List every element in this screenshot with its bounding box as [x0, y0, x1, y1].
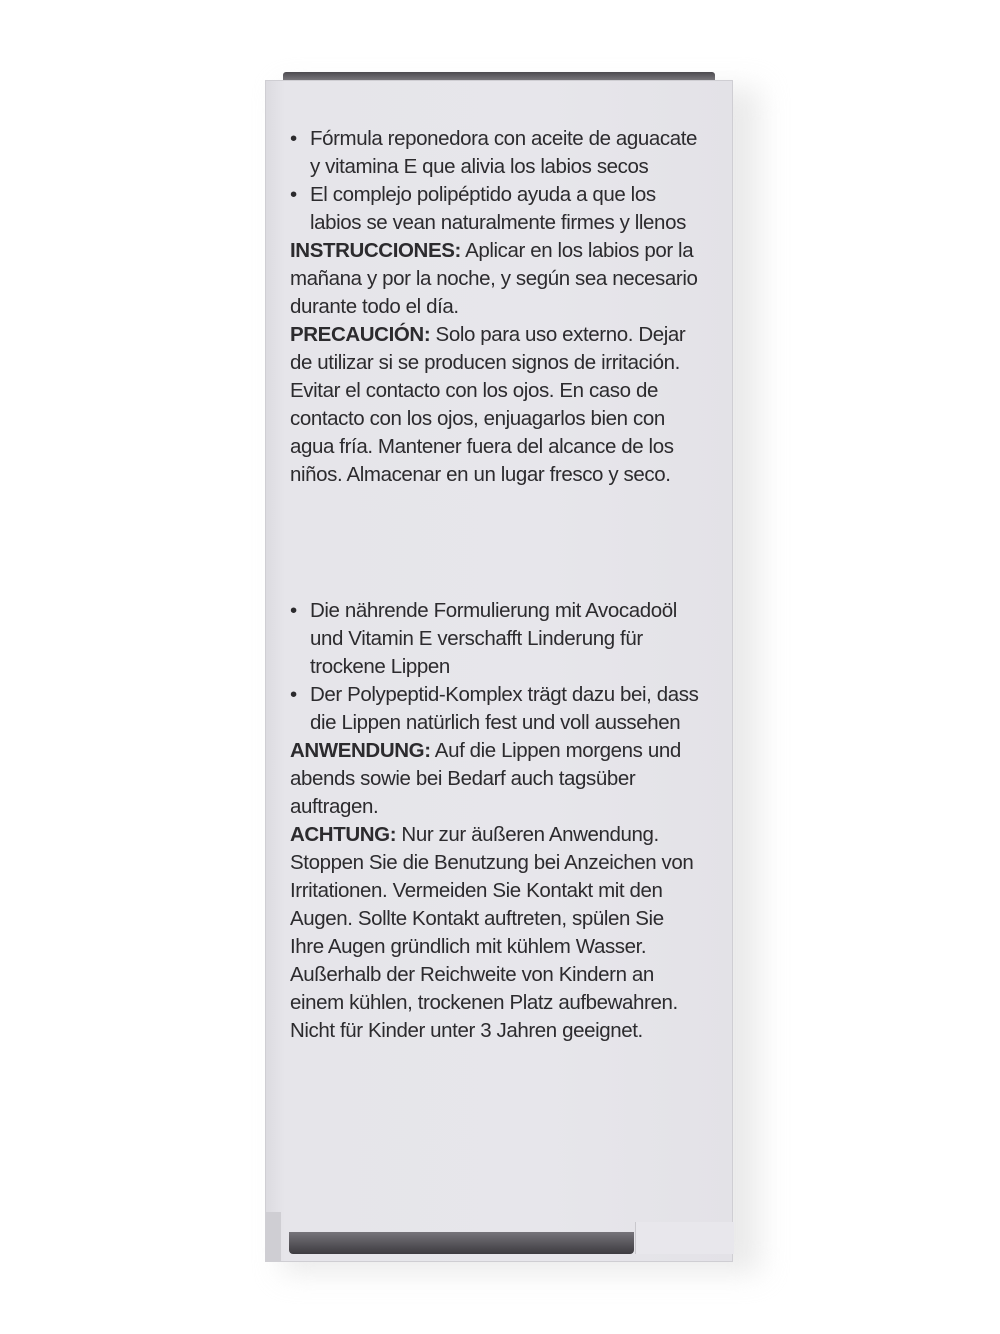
- german-bullet-1-text: Die nährende Formulierung mit Avocadoöl und Vitamin E verschafft Linderung für trockene Lippen: [310, 599, 677, 678]
- spanish-instructions: [290, 237, 700, 321]
- spanish-instructions-text: Aplicar en los labios por la mañana y por la noche, y según sea necesario durante todo el día.: [290, 239, 698, 318]
- bullet-icon: •: [290, 183, 297, 206]
- german-application-text: Auf die Lippen morgens und abends sowie bei Bedarf auch tagsüber auftragen.: [290, 739, 681, 818]
- spanish-label-text: [290, 125, 700, 489]
- spanish-caution-heading: PRECAUCIÓN:: [290, 323, 431, 346]
- spanish-instructions-heading: INSTRUCCIONES:: [290, 239, 461, 262]
- spanish-bullet-2-text: El complejo polipéptido ayuda a que los labios se vean naturalmente firmes y llenos: [310, 183, 686, 234]
- spanish-bullet-2: [290, 181, 700, 237]
- german-bullet-2: [290, 681, 700, 737]
- spanish-caution-text: Solo para uso externo. Dejar de utilizar si se producen signos de irritación. Evitar el contacto con los ojos. En caso de contacto con los ojos, enjuagarlos bien con agua fría. Mantener fuera del alcance de los niños. Almacenar en un lugar fresco y seco.: [290, 323, 686, 486]
- german-warning: [290, 821, 700, 1045]
- box-bottom-flap: [289, 1232, 634, 1254]
- bullet-icon: •: [290, 683, 297, 706]
- spanish-caution: [290, 321, 700, 489]
- german-application: [290, 737, 700, 821]
- bullet-icon: •: [290, 127, 297, 150]
- spanish-bullet-1: [290, 125, 700, 181]
- german-application-heading: ANWENDUNG:: [290, 739, 431, 762]
- bullet-icon: •: [290, 599, 297, 622]
- german-warning-text: Nur zur äußeren Anwendung. Stoppen Sie die Benutzung bei Anzeichen von Irritationen. Vermeiden Sie Kontakt mit den Augen. Sollte Kontakt auftreten, spülen Sie Ihre Augen gründlich mit kühlem Wasser. Außerhalb der Reichweite von Kindern an einem kühlen, trockenen Platz aufbewahren. Nicht für Kinder unter 3 Jahren geeignet.: [290, 823, 694, 1042]
- german-warning-heading: ACHTUNG:: [290, 823, 397, 846]
- box-bottom-corner: [635, 1222, 734, 1254]
- box-left-edge: [265, 1212, 281, 1262]
- german-label-text: [290, 597, 700, 1045]
- spanish-bullet-1-text: Fórmula reponedora con aceite de aguacate y vitamina E que alivia los labios secos: [310, 127, 698, 178]
- german-bullet-1: [290, 597, 700, 681]
- german-bullet-2-text: Der Polypeptid-Komplex trägt dazu bei, dass die Lippen natürlich fest und voll aussehen: [310, 683, 699, 734]
